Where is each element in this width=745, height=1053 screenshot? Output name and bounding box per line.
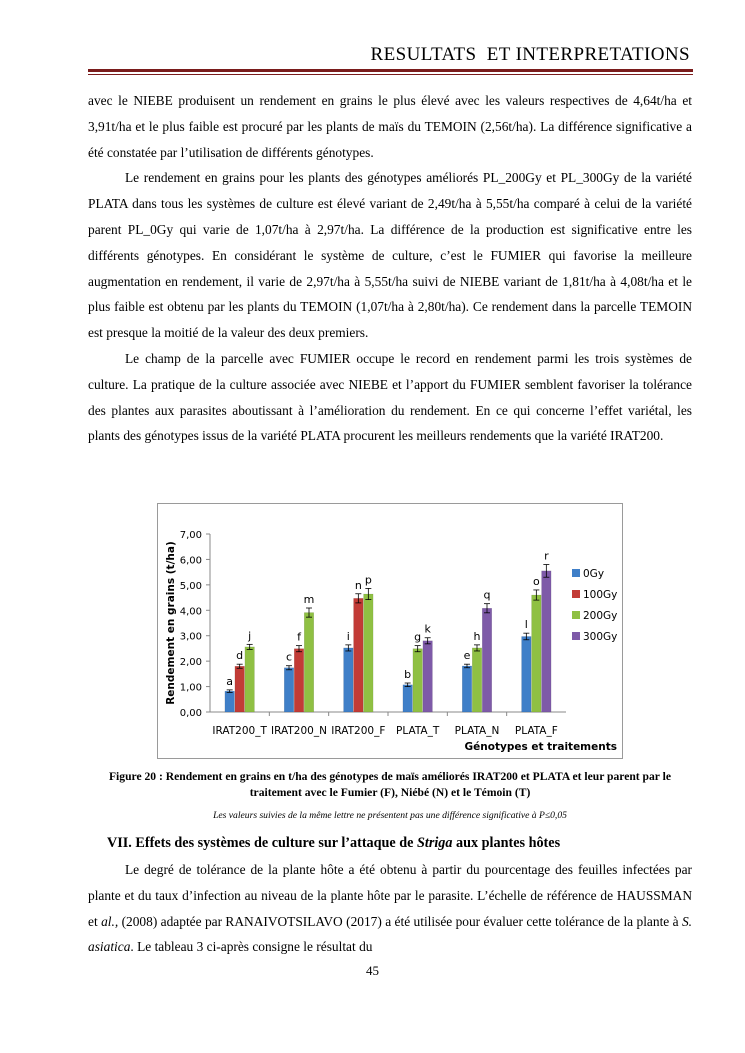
y-tick-label: 3,00	[179, 631, 202, 643]
section-heading-prefix: VII. Effets des systèmes de culture sur l’attaque de	[107, 835, 418, 851]
bar-200Gy-PLATA_F	[532, 595, 542, 712]
significance-letter: l	[524, 618, 528, 632]
header-rule	[88, 69, 693, 72]
y-tick-label: 2,00	[179, 657, 202, 669]
significance-letter: e	[463, 649, 471, 663]
x-tick-label: IRAT200_N	[271, 725, 327, 737]
x-tick-label: PLATA_N	[454, 725, 500, 737]
figure-caption: Figure 20 : Rendement en grains en t/ha des génotypes de maïs améliorés IRAT200 et PLATA et leur parent par le traitement avec le Fumier (F), Niébé (N) et le Témoin (T)	[108, 770, 672, 799]
paragraph-2: Le rendement en grains pour les plants des génotypes améliorés PL_200Gy et PL_300Gy de la variété PLATA dans tous les systèmes de culture est élevé variant de 2,49t/ha à 5,55t/ha comparé à celui de la variété parent PL_0Gy qui varie de 1,07t/ha à 2,97t/ha. La différence de la production est significative entre les différents génotypes. En considérant le système de culture, c’est le FUMIER qui favorise la meilleure augmentation en rendement, il varie de 2,97t/ha à 5,55t/ha suivi de NIEBE variant de 1,81t/ha à 4,08t/ha et le plus faible est obtenu par les plants du TEMOIN (1,07t/ha à 2,80t/ha). Ce rendement dans la parcelle TEMOIN est presque la moitié de la valeur des deux premiers.	[88, 170, 692, 341]
x-tick-label: PLATA_T	[396, 725, 440, 737]
paragraph-1: avec le NIEBE produisent un rendement en grains le plus élevé avec les valeurs respectives de 4,64t/ha et 3,91t/ha et le plus faible est procuré par les plants de maïs du TEMOIN (2,56t/ha). La différence significative a été constatée par l’utilisation de différents génotypes.	[88, 93, 692, 160]
paragraph-4-end: . Le tableau 3 ci-après consigne le résultat du	[130, 939, 373, 955]
y-tick-label: 5,00	[179, 580, 202, 592]
bar-200Gy-IRAT200_N	[304, 613, 314, 712]
significance-letter: m	[303, 592, 315, 606]
bar-0Gy-PLATA_F	[522, 636, 532, 712]
bar-300Gy-PLATA_N	[482, 608, 492, 712]
significance-letter: c	[285, 650, 293, 664]
bar-200Gy-IRAT200_F	[364, 594, 374, 712]
legend-label-200Gy: 200Gy	[583, 610, 618, 622]
yield-chart	[157, 503, 623, 759]
significance-letter: j	[248, 629, 252, 643]
bar-200Gy-PLATA_N	[472, 648, 482, 712]
page-number: 45	[366, 963, 379, 978]
paragraph-4-mid: (2008) adaptée par RANAIVOTSILAVO (2017) a été utilisée pour évaluer cette tolérance de la plante à	[118, 913, 682, 929]
bar-300Gy-PLATA_F	[542, 571, 552, 712]
paragraph-4-species: S. asiatica	[88, 913, 692, 955]
paragraph-3: Le champ de la parcelle avec FUMIER occupe le record en rendement parmi les trois systèmes de culture. La pratique de la culture associée avec NIEBE et l’apport du FUMIER semblent favoriser la tolérance des plantes aux parasites aboutissant à l’amélioration du rendement. En ce qui concerne l’effet variétal, les plants des génotypes issus de la variété PLATA procurent les meilleurs rendements que la variété IRAT200.	[88, 350, 692, 444]
y-axis-title: Rendement en grains (t/ha)	[165, 541, 177, 705]
significance-letter: h	[473, 629, 481, 643]
paragraph-4	[88, 857, 692, 960]
body-text	[88, 88, 692, 449]
y-tick-label: 6,00	[179, 555, 202, 567]
y-tick-label: 1,00	[179, 682, 202, 694]
significance-letter: i	[346, 629, 350, 643]
bar-200Gy-IRAT200_T	[245, 647, 255, 712]
bar-0Gy-IRAT200_T	[225, 691, 235, 712]
x-axis-title: Génotypes et traitements	[464, 741, 617, 753]
running-header-title: RESULTATS ET INTERPRETATIONS	[370, 44, 690, 65]
bar-0Gy-IRAT200_N	[284, 668, 294, 712]
bar-0Gy-IRAT200_F	[344, 648, 354, 712]
x-tick-label: IRAT200_F	[331, 725, 386, 737]
y-tick-label: 4,00	[179, 606, 202, 618]
section-heading	[107, 835, 560, 852]
legend-swatch-300Gy	[572, 632, 580, 640]
significance-letter: p	[364, 573, 372, 587]
bar-100Gy-IRAT200_T	[235, 666, 245, 712]
bar-200Gy-PLATA_T	[413, 649, 423, 712]
legend-label-100Gy: 100Gy	[583, 589, 618, 601]
significance-letter: r	[544, 549, 549, 563]
significance-letter: a	[226, 674, 234, 688]
legend-swatch-100Gy	[572, 590, 580, 598]
legend-swatch-200Gy	[572, 611, 580, 619]
header-rule-thin	[88, 74, 693, 75]
y-tick-label: 0,00	[179, 708, 202, 719]
yield-chart-svg	[158, 504, 622, 758]
significance-letter: f	[297, 630, 301, 644]
bar-0Gy-PLATA_N	[462, 666, 472, 712]
figure-note: Les valeurs suivies de la même lettre ne présentent pas une différence significative à P≤0,05	[213, 810, 567, 821]
significance-letter: k	[424, 622, 431, 636]
y-tick-label: 7,00	[179, 530, 202, 541]
bar-0Gy-PLATA_T	[403, 685, 413, 712]
legend-label-300Gy: 300Gy	[583, 631, 618, 643]
x-tick-label: PLATA_F	[514, 725, 558, 737]
paragraph-4-text: Le degré de tolérance de la plante hôte a été obtenu à partir du pourcentage des feuilles infectées par plante et du taux d’infection au niveau de la plante hôte par le parasite. L’échelle de référence de HAUSSMAN et	[88, 862, 692, 929]
section-heading-suffix: aux plantes hôtes	[452, 835, 561, 851]
bar-100Gy-IRAT200_N	[294, 649, 304, 712]
body-text-2	[88, 857, 692, 960]
bar-100Gy-IRAT200_F	[354, 598, 364, 712]
significance-letter: g	[414, 630, 422, 644]
bar-300Gy-PLATA_T	[423, 641, 433, 712]
section-heading-italic: Striga	[417, 835, 453, 851]
significance-letter: d	[236, 649, 244, 663]
significance-letter: n	[354, 578, 362, 592]
significance-letter: q	[483, 588, 491, 602]
legend-swatch-0Gy	[572, 569, 580, 577]
x-tick-label: IRAT200_T	[212, 725, 267, 737]
legend-label-0Gy: 0Gy	[583, 568, 605, 580]
paragraph-4-etal: al.,	[101, 913, 119, 929]
significance-letter: b	[404, 668, 412, 682]
significance-letter: o	[532, 574, 540, 588]
